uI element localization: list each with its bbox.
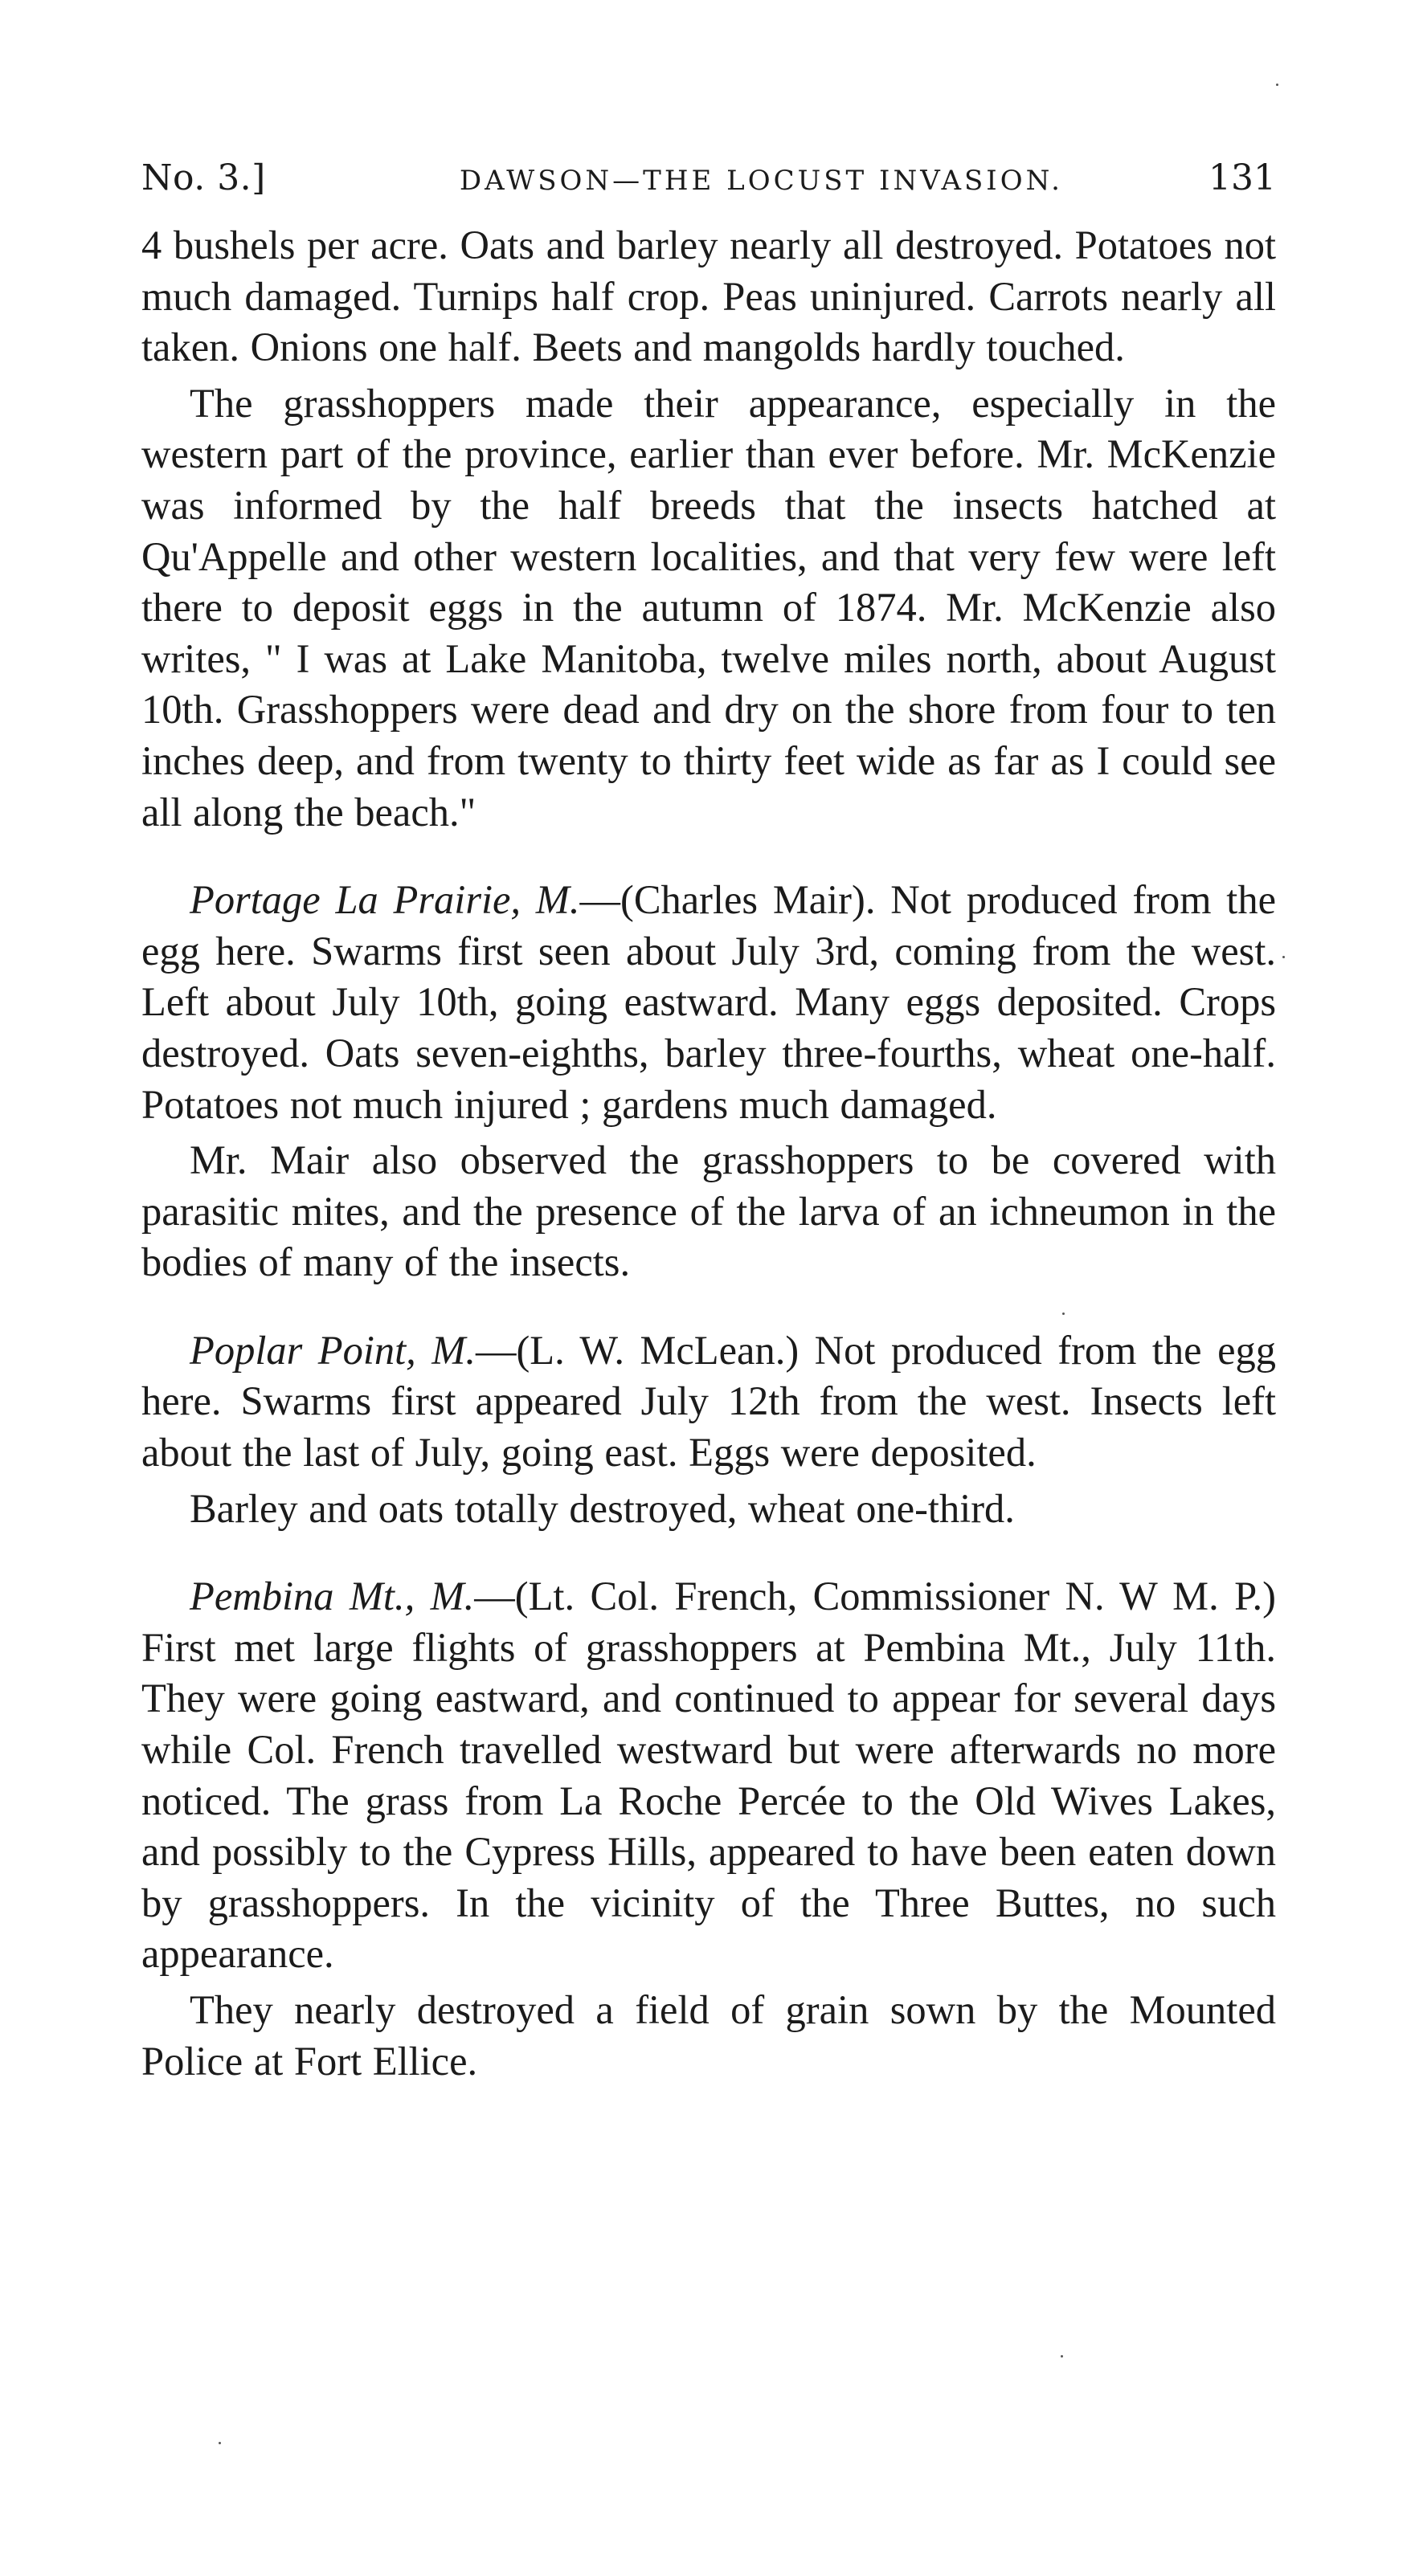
paragraph-text: —(Lt. Col. French, Commissioner N. W M. P.) First met large flights of grasshoppers at Pembina Mt., July 11th. They were going eastward, and continued to appear for several days while Col. French travelled westward but were afterwards no more noticed. The grass from La Roche Percée to the Old Wives Lakes, and possibly to the Cypress Hills, appeared to have been eaten down by grasshoppers. In the vicinity of the Three Buttes, no such appearance. bbox=[141, 1574, 1276, 1977]
paragraph-text: They nearly destroyed a field of grain sown by the Mounted Police at Fort Ellice. bbox=[141, 1987, 1276, 2084]
paragraph-pembina-mt bbox=[141, 1571, 1276, 1980]
place-name: Portage La Prairie, M. bbox=[190, 877, 580, 923]
paragraph-text: Barley and oats totally destroyed, wheat one-third. bbox=[190, 1485, 1015, 1531]
running-head bbox=[141, 157, 1276, 209]
place-name: Pembina Mt., M. bbox=[190, 1574, 475, 1619]
issue-number: No. 3.] bbox=[141, 157, 266, 198]
paragraph-text: The grasshoppers made their appearance, especially in the western part of the province, earlier than ever before. Mr. McKenzie was informed by the half breeds that the insects hatched at Qu'Appelle and other western localities, and that very few were left there to deposit eggs in the autumn of 1874. Mr. McKenzie also writes, " I was at Lake Manitoba, twelve miles north, about August 10th. Grasshoppers were dead and dry on the shore from four to ten inches deep, and from twenty to thirty feet wide as far as I could see all along the beach." bbox=[141, 380, 1276, 835]
paper-speck bbox=[1282, 956, 1285, 958]
page-number: 131 bbox=[1208, 157, 1276, 198]
paper-speck bbox=[1061, 2355, 1063, 2358]
paragraph-text: —(L. W. McLean.) Not produced from the egg here. Swarms first appeared July 12th from the west. Insects left about the last of July, going east. Eggs were deposited. bbox=[141, 1327, 1276, 1476]
paragraph-mair-observation bbox=[141, 1135, 1276, 1288]
paper-speck bbox=[1276, 84, 1278, 86]
paragraph-text: —(Charles Mair). Not produced from the egg here. Swarms first seen about July 3rd, coming from the west. Left about July 10th, going eastward. Many eggs deposited. Crops destroyed. Oats seven-eighths, barley three-fourths, wheat one-half. Potatoes not much injured ; gardens much damaged. bbox=[141, 877, 1276, 1127]
paragraph-portage-la-prairie bbox=[141, 875, 1276, 1130]
paper-speck bbox=[1062, 1312, 1065, 1315]
paragraph-text: 4 bushels per acre. Oats and barley nearly all destroyed. Potatoes not much damaged. Turnips half crop. Peas uninjured. Carrots nearly all taken. Onions one half. Beets and mangolds hardly touched. bbox=[141, 222, 1276, 370]
paragraph-mckenzie bbox=[141, 378, 1276, 838]
running-title: DAWSON—THE LOCUST INVASION. bbox=[459, 165, 1063, 197]
paragraph-barley-oats bbox=[141, 1484, 1276, 1535]
paper-speck bbox=[219, 2442, 221, 2444]
book-page bbox=[141, 157, 1276, 2087]
paragraph-crop-report bbox=[141, 220, 1276, 374]
paragraph-poplar-point bbox=[141, 1325, 1276, 1479]
paragraph-text: Mr. Mair also observed the grasshoppers to be covered with parasitic mites, and the presence of the larva of an ichneumon in the bodies of many of the insects. bbox=[141, 1137, 1276, 1285]
place-name: Poplar Point, M. bbox=[190, 1327, 476, 1373]
paragraph-fort-ellice bbox=[141, 1985, 1276, 2087]
